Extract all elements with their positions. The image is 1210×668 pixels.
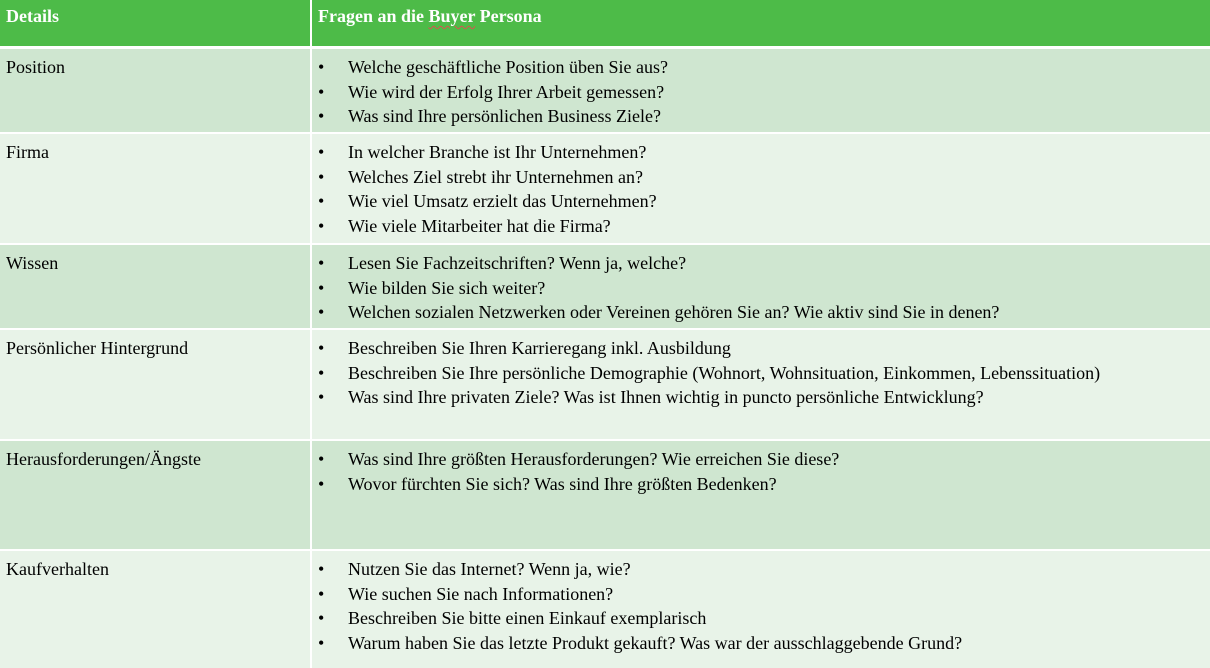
- question-text: Welche geschäftliche Position üben Sie aus?: [348, 57, 668, 77]
- row-label: Kaufverhalten: [0, 551, 312, 668]
- question-text: In welcher Branche ist Ihr Unternehmen?: [348, 142, 647, 162]
- table-row-firma: [0, 134, 1210, 245]
- question-text: Was sind Ihre größten Herausforderungen? Wie erreichen Sie diese?: [348, 449, 840, 469]
- bullet: •: [318, 277, 325, 298]
- question-item: [312, 80, 1210, 105]
- header-questions-buyer: Buyer: [428, 6, 476, 26]
- bullet: •: [318, 608, 325, 628]
- question-item: [312, 557, 1210, 582]
- row-questions: [312, 441, 1210, 549]
- question-text: Warum haben Sie das letzte Produkt gekauft? Was war der ausschlaggebende Grund?: [348, 632, 963, 653]
- table-row-herausforderungen: [0, 441, 1210, 551]
- bullet: •: [318, 215, 325, 236]
- header-questions-suffix: Persona: [475, 6, 542, 26]
- question-list: [312, 336, 1210, 410]
- question-item: [312, 385, 1210, 410]
- question-text: Wie wird der Erfolg Ihrer Arbeit gemessen?: [348, 81, 665, 102]
- bullet: •: [318, 387, 325, 407]
- header-questions-prefix: Fragen an die: [318, 6, 429, 26]
- question-text: Wie bilden Sie sich weiter?: [348, 277, 546, 298]
- question-text: Nutzen Sie das Internet? Wenn ja, wie?: [348, 559, 631, 579]
- question-list: [312, 447, 1210, 496]
- row-label: Wissen: [0, 245, 312, 328]
- header-questions: [312, 0, 1210, 46]
- question-text: Lesen Sie Fachzeitschriften? Wenn ja, welche?: [348, 253, 687, 273]
- bullet: •: [318, 449, 325, 469]
- row-questions: [312, 551, 1210, 668]
- question-item: [312, 55, 1210, 80]
- question-item: [312, 165, 1210, 190]
- bullet: •: [318, 632, 325, 653]
- table-row-wissen: [0, 245, 1210, 330]
- question-item: [312, 631, 1210, 656]
- row-questions: [312, 49, 1210, 132]
- bullet: •: [318, 106, 325, 126]
- question-item: [312, 251, 1210, 276]
- question-text: Welchen sozialen Netzwerken oder Vereinen gehören Sie an? Wie aktiv sind Sie in denen?: [348, 302, 1000, 322]
- question-item: [312, 336, 1210, 361]
- question-item: [312, 582, 1210, 607]
- question-text: Wie viel Umsatz erzielt das Unternehmen?: [348, 191, 657, 211]
- bullet: •: [318, 253, 325, 273]
- question-item: [312, 472, 1210, 497]
- question-text: Wie suchen Sie nach Informationen?: [348, 583, 614, 604]
- question-text: Beschreiben Sie Ihre persönliche Demographie (Wohnort, Wohnsituation, Einkommen, Lebenssituation): [348, 362, 1101, 383]
- question-text: Beschreiben Sie bitte einen Einkauf exemplarisch: [348, 608, 707, 628]
- bullet: •: [318, 362, 325, 383]
- question-item: [312, 104, 1210, 129]
- question-item: [312, 447, 1210, 472]
- bullet: •: [318, 81, 325, 102]
- bullet: •: [318, 559, 325, 579]
- bullet: •: [318, 166, 325, 187]
- row-label: Persönlicher Hintergrund: [0, 330, 312, 439]
- row-label: Herausforderungen/Ängste: [0, 441, 312, 549]
- row-questions: [312, 330, 1210, 439]
- question-item: [312, 606, 1210, 631]
- bullet: •: [318, 302, 325, 322]
- row-label: Position: [0, 49, 312, 132]
- question-list: [312, 55, 1210, 129]
- bullet: •: [318, 338, 325, 358]
- bullet: •: [318, 142, 325, 162]
- bullet: •: [318, 57, 325, 77]
- question-item: [312, 140, 1210, 165]
- question-text: Was sind Ihre persönlichen Business Ziele?: [348, 106, 661, 126]
- question-item: [312, 189, 1210, 214]
- question-list: [312, 251, 1210, 325]
- question-list: [312, 140, 1210, 238]
- row-questions: [312, 134, 1210, 243]
- question-item: [312, 214, 1210, 239]
- bullet: •: [318, 583, 325, 604]
- question-item: [312, 276, 1210, 301]
- bullet: •: [318, 191, 325, 211]
- table-row-position: [0, 49, 1210, 134]
- question-text: Wie viele Mitarbeiter hat die Firma?: [348, 215, 611, 236]
- question-item: [312, 300, 1210, 325]
- question-text: Welches Ziel strebt ihr Unternehmen an?: [348, 166, 643, 187]
- table-row-hintergrund: [0, 330, 1210, 441]
- table-row-kaufverhalten: [0, 551, 1210, 668]
- question-list: [312, 557, 1210, 655]
- table-header-row: [0, 0, 1210, 49]
- bullet: •: [318, 473, 325, 494]
- header-details: Details: [0, 0, 312, 46]
- question-text: Beschreiben Sie Ihren Karrieregang inkl. Ausbildung: [348, 338, 731, 358]
- row-label: Firma: [0, 134, 312, 243]
- question-item: [312, 361, 1210, 386]
- question-text: Was sind Ihre privaten Ziele? Was ist Ihnen wichtig in puncto persönliche Entwicklung?: [348, 387, 984, 407]
- question-text: Wovor fürchten Sie sich? Was sind Ihre größten Bedenken?: [348, 473, 777, 494]
- row-questions: [312, 245, 1210, 328]
